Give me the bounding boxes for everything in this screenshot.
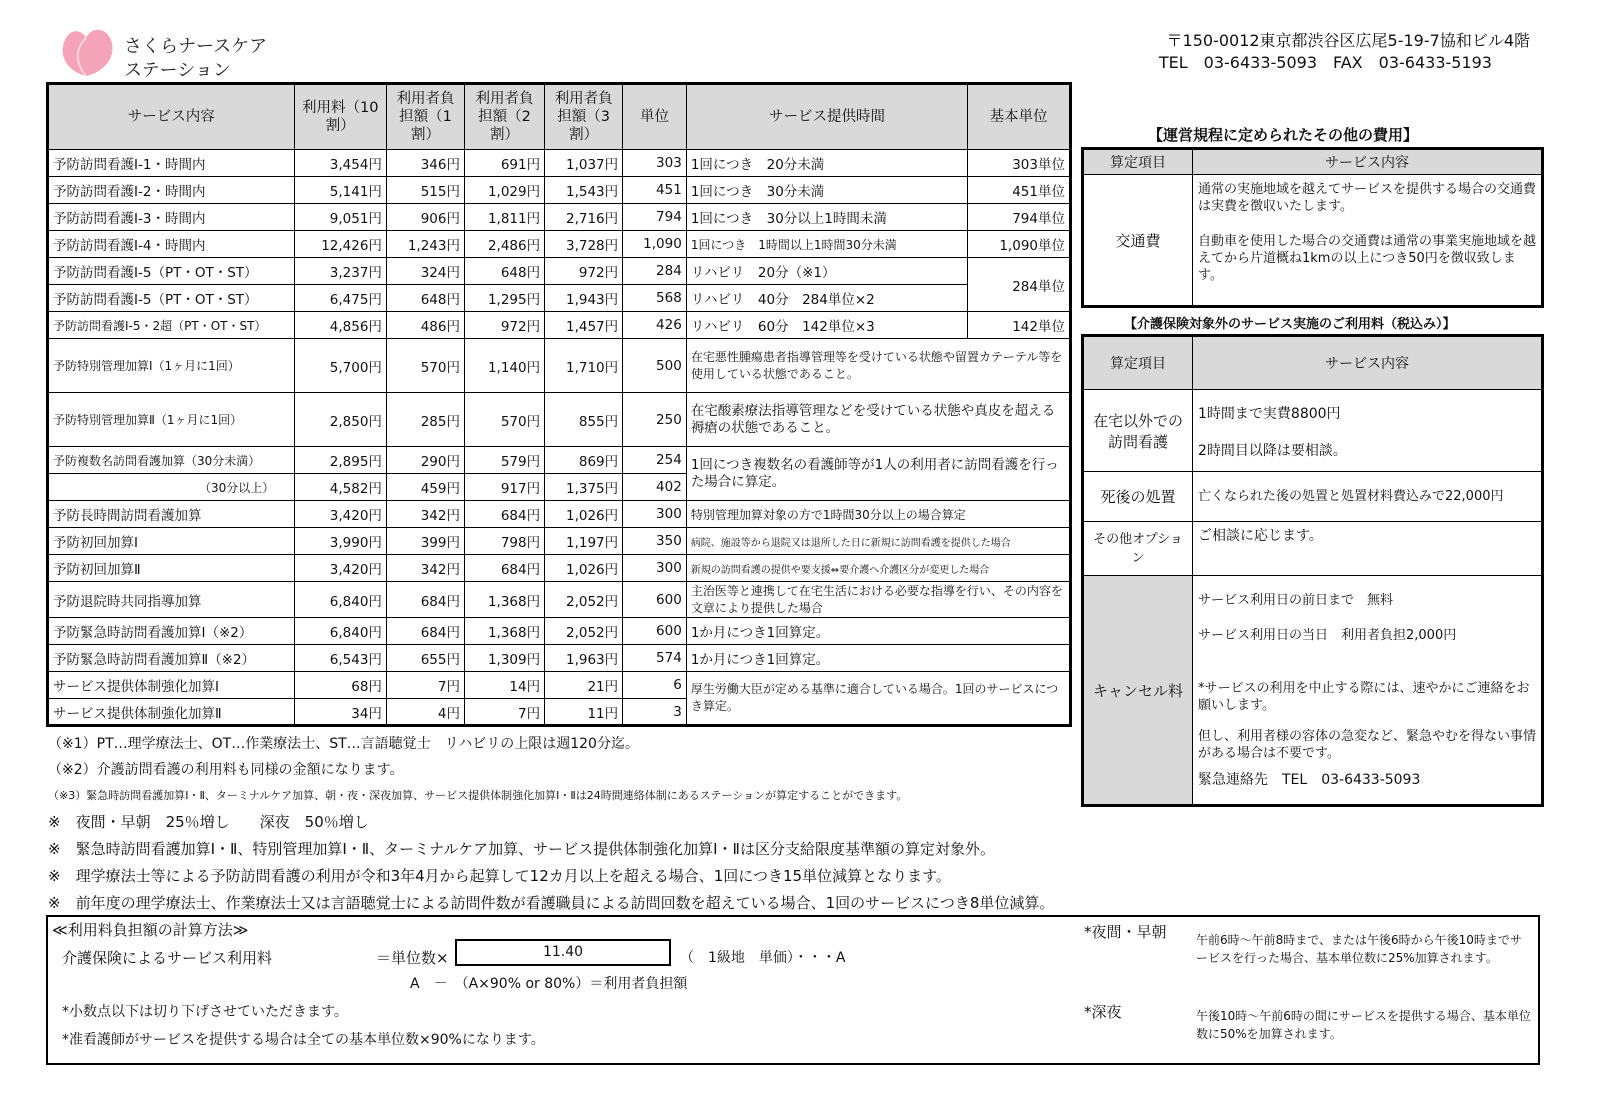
table-row [48, 645, 1071, 672]
row-unit: 3 [623, 699, 687, 726]
note-5: ※ 緊急時訪問看護加算Ⅰ・Ⅱ、特別管理加算Ⅰ・Ⅱ、ターミナルケア加算、サービス提供体制強化加算Ⅰ・Ⅱは区分支給限度基準額の算定対象外。 [48, 840, 995, 858]
row-name: （30分以上） [48, 474, 295, 501]
row-pay3: 1,375円 [545, 474, 623, 501]
row-fee: 4,582円 [294, 474, 386, 501]
row-pay1: 684円 [386, 618, 464, 645]
home-visit-text: 1時間まで実費8800円 [1198, 406, 1341, 422]
transport-label: 交通費 [1083, 175, 1193, 307]
cancel-text: *サービスの利用を中止する際には、速やかにご連絡をお願いします。 [1198, 681, 1530, 713]
table-row [48, 501, 1071, 528]
row-time: 1回につき 1時間以上1時間30分未満 [686, 231, 967, 258]
row-unit: 500 [623, 339, 687, 393]
night-label: *夜間・早朝 [1084, 923, 1167, 941]
table-row [1083, 390, 1543, 472]
table-row [48, 312, 1071, 339]
row-pay3: 855円 [545, 393, 623, 447]
row-unit: 303 [623, 150, 687, 177]
row-pay3: 1,037円 [545, 150, 623, 177]
row-fee: 9,051円 [294, 204, 386, 231]
row-name: 予防訪問看護Ⅰ-5（PT・OT・ST） [48, 258, 295, 285]
cancel-text: サービス利用日の前日まで 無料 [1198, 593, 1394, 608]
fee-table-header [48, 84, 1071, 150]
row-unit: 574 [623, 645, 687, 672]
row-pay2: 1,309円 [464, 645, 544, 672]
row-pay3: 972円 [545, 258, 623, 285]
table-row [1083, 175, 1543, 307]
company-tel-fax: TEL 03-6433-5093 FAX 03-6433-5193 [1158, 53, 1492, 72]
row-fee: 4,856円 [294, 312, 386, 339]
row-name: 予防訪問看護Ⅰ-3・時間内 [48, 204, 295, 231]
emergency-contact: 緊急連絡先 TEL 03-6433-5093 [1198, 772, 1421, 788]
row-fee: 3,454円 [294, 150, 386, 177]
row-pay1: 399円 [386, 528, 464, 555]
note-3: （※3）緊急時訪問看護加算Ⅰ・Ⅱ、ターミナルケア加算、朝・夜・深夜加算、サービス提供体制強化加算Ⅰ・Ⅱは24時間連絡体制にあるステーションが算定することができます。 [48, 789, 908, 802]
calc-note-2: *准看護師がサービスを提供する場合は全ての基本単位数×90%になります。 [62, 1032, 545, 1048]
row-base: 284単位 [968, 258, 1071, 312]
row-name: 予防退院時共同指導加算 [48, 582, 295, 618]
row-base: 1,090単位 [968, 231, 1071, 258]
table-row [48, 618, 1071, 645]
cancel-text: サービス利用日の当日 利用者負担2,000円 [1198, 628, 1457, 643]
header-service: サービス内容 [48, 84, 295, 150]
company-address: 〒150-0012東京都渋谷区広尾5-19-7協和ビル4階 [1166, 31, 1530, 50]
calc-equation: ＝単位数× [376, 949, 449, 967]
calc-note-1: *小数点以下は切り下げさせていただきます。 [62, 1004, 348, 1020]
row-fee: 6,840円 [294, 618, 386, 645]
row-pay1: 486円 [386, 312, 464, 339]
row-pay1: 290円 [386, 447, 464, 474]
home-visit-content [1193, 390, 1543, 472]
row-time: 新規の訪問看護の提供や要支援⇔要介護へ介護区分が変更した場合 [686, 555, 1070, 582]
row-unit: 300 [623, 501, 687, 528]
row-name: 予防訪問看護Ⅰ-5（PT・OT・ST） [48, 285, 295, 312]
table-row [1083, 522, 1543, 576]
row-pay1: 684円 [386, 582, 464, 618]
table-row [48, 582, 1071, 618]
row-pay3: 2,716円 [545, 204, 623, 231]
row-pay3: 1,543円 [545, 177, 623, 204]
row-fee: 34円 [294, 699, 386, 726]
row-name: 予防特別管理加算Ⅱ（1ヶ月に1回） [48, 393, 295, 447]
header-time: サービス提供時間 [686, 84, 967, 150]
death-care-text: 亡くなられた後の処置と処置材料費込みで22,000円 [1193, 472, 1543, 522]
row-pay2: 917円 [464, 474, 544, 501]
company-logo [52, 24, 292, 80]
header-item: 算定項目 [1083, 336, 1193, 390]
row-fee: 5,141円 [294, 177, 386, 204]
table-row [48, 528, 1071, 555]
cancel-text: 但し、利用者様の容体の急変など、緊急やむを得ない事情がある場合は不要です。 [1198, 729, 1537, 761]
row-pay1: 342円 [386, 501, 464, 528]
row-time: リハビリ 60分 142単位×3 [686, 312, 967, 339]
fee-table [46, 82, 1072, 727]
row-pay3: 2,052円 [545, 618, 623, 645]
row-name: サービス提供体制強化加算Ⅰ [48, 672, 295, 699]
table-row [48, 258, 1071, 285]
table-row [1083, 472, 1543, 522]
table-row [48, 231, 1071, 258]
row-pay1: 515円 [386, 177, 464, 204]
row-name: 予防訪問看護Ⅰ-4・時間内 [48, 231, 295, 258]
header-content: サービス内容 [1193, 149, 1543, 175]
row-pay2: 1,368円 [464, 582, 544, 618]
row-unit: 6 [623, 672, 687, 699]
header-content: サービス内容 [1193, 336, 1543, 390]
row-fee: 2,850円 [294, 393, 386, 447]
row-pay3: 11円 [545, 699, 623, 726]
row-name: 予防訪問看護Ⅰ-1・時間内 [48, 150, 295, 177]
row-fee: 2,895円 [294, 447, 386, 474]
unit-rate-box: 11.40 [455, 939, 671, 966]
row-pay1: 459円 [386, 474, 464, 501]
row-pay1: 655円 [386, 645, 464, 672]
row-unit: 254 [623, 447, 687, 474]
row-pay1: 1,243円 [386, 231, 464, 258]
non-insurance-table [1081, 334, 1544, 807]
row-pay3: 1,197円 [545, 528, 623, 555]
row-pay3: 1,457円 [545, 312, 623, 339]
company-address-block [1159, 30, 1530, 74]
table-row [48, 672, 1071, 699]
row-pay3: 1,026円 [545, 555, 623, 582]
row-pay3: 869円 [545, 447, 623, 474]
row-pay3: 1,710円 [545, 339, 623, 393]
row-pay1: 906円 [386, 204, 464, 231]
row-pay1: 4円 [386, 699, 464, 726]
header-pay3: 利用者負担額（3割） [545, 84, 623, 150]
table-row [48, 150, 1071, 177]
row-time: 1か月につき1回算定。 [686, 618, 1070, 645]
table-row [48, 447, 1071, 474]
company-name-line1: さくらナースケア [124, 36, 268, 57]
header-pay1: 利用者負担額（1割） [386, 84, 464, 150]
row-pay2: 579円 [464, 447, 544, 474]
row-name: 予防特別管理加算Ⅰ（1ヶ月に1回） [48, 339, 295, 393]
other-costs-title: 【運営規程に定められたその他の費用】 [1148, 126, 1419, 144]
row-fee: 3,237円 [294, 258, 386, 285]
row-time: 在宅悪性腫瘍患者指導管理等を受けている状態や留置カテーテル等を使用している状態であること。 [686, 339, 1070, 393]
transport-text: 通常の実施地域を越えてサービスを提供する場合の交通費は実費を徴収いたします。 [1198, 182, 1537, 214]
non-insurance-title: 【介護保険対象外のサービス実施のご利用料（税込み）】 [1124, 317, 1456, 332]
row-pay3: 1,943円 [545, 285, 623, 312]
row-pay2: 1,140円 [464, 339, 544, 393]
row-unit: 600 [623, 618, 687, 645]
row-unit: 426 [623, 312, 687, 339]
option-label: その他オプション [1083, 522, 1193, 576]
table-row [48, 393, 1071, 447]
row-pay2: 14円 [464, 672, 544, 699]
row-pay3: 21円 [545, 672, 623, 699]
row-time: 1回につき複数名の看護師等が1人の利用者に訪問看護を行った場合に算定。 [686, 447, 1070, 501]
row-unit: 451 [623, 177, 687, 204]
table-row [48, 285, 1071, 312]
row-pay3: 3,728円 [545, 231, 623, 258]
row-fee: 12,426円 [294, 231, 386, 258]
row-pay2: 972円 [464, 312, 544, 339]
table-row [48, 339, 1071, 393]
company-name-line2: ステーション [124, 60, 231, 81]
row-time: 厚生労働大臣が定める基準に適合している場合。1回のサービスにつき算定。 [686, 672, 1070, 726]
cancel-content [1193, 576, 1543, 806]
note-1: （※1）PT…理学療法士、OT…作業療法士、ST…言語聴覚士 リハビリの上限は週120分迄。 [48, 736, 639, 752]
row-pay3: 2,052円 [545, 582, 623, 618]
row-pay2: 1,295円 [464, 285, 544, 312]
row-name: 予防初回加算Ⅱ [48, 555, 295, 582]
row-pay1: 346円 [386, 150, 464, 177]
row-base: 142単位 [968, 312, 1071, 339]
calc-title: ≪利用料負担額の計算方法≫ [52, 921, 249, 939]
row-unit: 402 [623, 474, 687, 501]
row-pay1: 7円 [386, 672, 464, 699]
row-fee: 68円 [294, 672, 386, 699]
row-time: 1回につき 30分以上1時間未満 [686, 204, 967, 231]
non-insurance-header [1083, 336, 1543, 390]
option-text: ご相談に応じます。 [1193, 522, 1543, 576]
row-time: 1か月につき1回算定。 [686, 645, 1070, 672]
row-pay2: 1,368円 [464, 618, 544, 645]
row-pay1: 324円 [386, 258, 464, 285]
note-6: ※ 理学療法士等による予防訪問看護の利用が令和3年4月から起算して12カ月以上を超える場合、1回につき15単位減算となります。 [48, 867, 951, 885]
row-pay1: 648円 [386, 285, 464, 312]
row-pay2: 684円 [464, 555, 544, 582]
row-unit: 1,090 [623, 231, 687, 258]
row-pay3: 1,963円 [545, 645, 623, 672]
row-fee: 3,990円 [294, 528, 386, 555]
row-unit: 300 [623, 555, 687, 582]
home-visit-text: 2時間目以降は要相談。 [1198, 443, 1347, 459]
row-name: サービス提供体制強化加算Ⅱ [48, 699, 295, 726]
row-fee: 6,543円 [294, 645, 386, 672]
sakura-petal-icon [56, 24, 118, 78]
row-pay2: 684円 [464, 501, 544, 528]
transport-text: 自動車を使用した場合の交通費は通常の事業実施地域を越えてから片道概ね1kmの以上につき50円を徴収致します。 [1198, 234, 1537, 283]
row-name: 予防緊急時訪問看護加算Ⅰ（※2） [48, 618, 295, 645]
header-pay2: 利用者負担額（2割） [464, 84, 544, 150]
late-night-text: 午後10時～午前6時の間にサービスを提供する場合、基本単位数に50%を加算されます。 [1196, 1009, 1531, 1041]
row-time: リハビリ 40分 284単位×2 [686, 285, 967, 312]
night-text: 午前6時～午前8時まで、または午後6時から午後10時までサービスを行った場合、基本単位数に25%加算されます。 [1196, 933, 1522, 965]
row-name: 予防長時間訪問看護加算 [48, 501, 295, 528]
notes-block [48, 731, 1148, 917]
note-4: ※ 夜間・早朝 25％増し 深夜 50％増し [48, 813, 369, 831]
row-name: 予防複数名訪問看護加算（30分未満） [48, 447, 295, 474]
header-base: 基本単位 [968, 84, 1071, 150]
row-time: 1回につき 20分未満 [686, 150, 967, 177]
calculation-box [46, 915, 1540, 1065]
row-time: 特別管理加算対象の方で1時間30分以上の場合算定 [686, 501, 1070, 528]
row-fee: 5,700円 [294, 339, 386, 393]
header-item: 算定項目 [1083, 149, 1193, 175]
row-fee: 3,420円 [294, 555, 386, 582]
table-row [48, 555, 1071, 582]
row-name: 予防訪問看護Ⅰ-5・2超（PT・OT・ST） [48, 312, 295, 339]
calc-rate-note: （ 1級地 単価）・・・A [680, 950, 846, 966]
row-pay2: 2,486円 [464, 231, 544, 258]
transport-content [1193, 175, 1543, 307]
row-pay2: 1,029円 [464, 177, 544, 204]
cancel-label: キャンセル料 [1083, 576, 1193, 806]
row-pay2: 648円 [464, 258, 544, 285]
row-pay2: 7円 [464, 699, 544, 726]
row-pay2: 798円 [464, 528, 544, 555]
row-time: 1回につき 30分未満 [686, 177, 967, 204]
table-row [48, 177, 1071, 204]
row-time: 病院、施設等から退院又は退所した日に新規に訪問看護を提供した場合 [686, 528, 1070, 555]
other-costs-header [1083, 149, 1543, 175]
row-fee: 3,420円 [294, 501, 386, 528]
other-costs-table [1081, 147, 1544, 308]
row-unit: 600 [623, 582, 687, 618]
row-time: 在宅酸素療法指導管理などを受けている状態や真皮を超える褥瘡の状態であること。 [686, 393, 1070, 447]
row-pay1: 285円 [386, 393, 464, 447]
note-7: ※ 前年度の理学療法士、作業療法士又は言語聴覚士による訪問件数が看護職員による訪問回数を超えている場合、1回のサービスにつき8単位減算。 [48, 894, 1055, 912]
row-unit: 250 [623, 393, 687, 447]
row-fee: 6,840円 [294, 582, 386, 618]
note-2: （※2）介護訪問看護の利用料も同様の金額になります。 [48, 762, 404, 778]
row-fee: 6,475円 [294, 285, 386, 312]
row-pay2: 1,811円 [464, 204, 544, 231]
row-unit: 794 [623, 204, 687, 231]
row-unit: 284 [623, 258, 687, 285]
home-visit-label: 在宅以外での訪問看護 [1083, 390, 1193, 472]
late-night-label: *深夜 [1084, 1003, 1122, 1021]
row-base: 794単位 [968, 204, 1071, 231]
row-time: 主治医等と連携して在宅生活における必要な指導を行い、その内容を文章により提供した場合 [686, 582, 1070, 618]
row-pay2: 570円 [464, 393, 544, 447]
calc-formula: A － （A×90% or 80%）＝利用者負担額 [410, 976, 688, 992]
row-unit: 350 [623, 528, 687, 555]
row-name: 予防緊急時訪問看護加算Ⅱ（※2） [48, 645, 295, 672]
row-name: 予防初回加算Ⅰ [48, 528, 295, 555]
row-pay2: 691円 [464, 150, 544, 177]
row-unit: 568 [623, 285, 687, 312]
row-pay1: 342円 [386, 555, 464, 582]
death-care-label: 死後の処置 [1083, 472, 1193, 522]
row-pay1: 570円 [386, 339, 464, 393]
row-time: リハビリ 20分（※1） [686, 258, 967, 285]
table-row [1083, 576, 1543, 806]
row-name: 予防訪問看護Ⅰ-2・時間内 [48, 177, 295, 204]
row-pay3: 1,026円 [545, 501, 623, 528]
calc-label: 介護保険によるサービス利用料 [62, 949, 273, 967]
row-base: 303単位 [968, 150, 1071, 177]
row-base: 451単位 [968, 177, 1071, 204]
table-row [48, 204, 1071, 231]
header-fee: 利用料（10割） [294, 84, 386, 150]
header-unit: 単位 [623, 84, 687, 150]
